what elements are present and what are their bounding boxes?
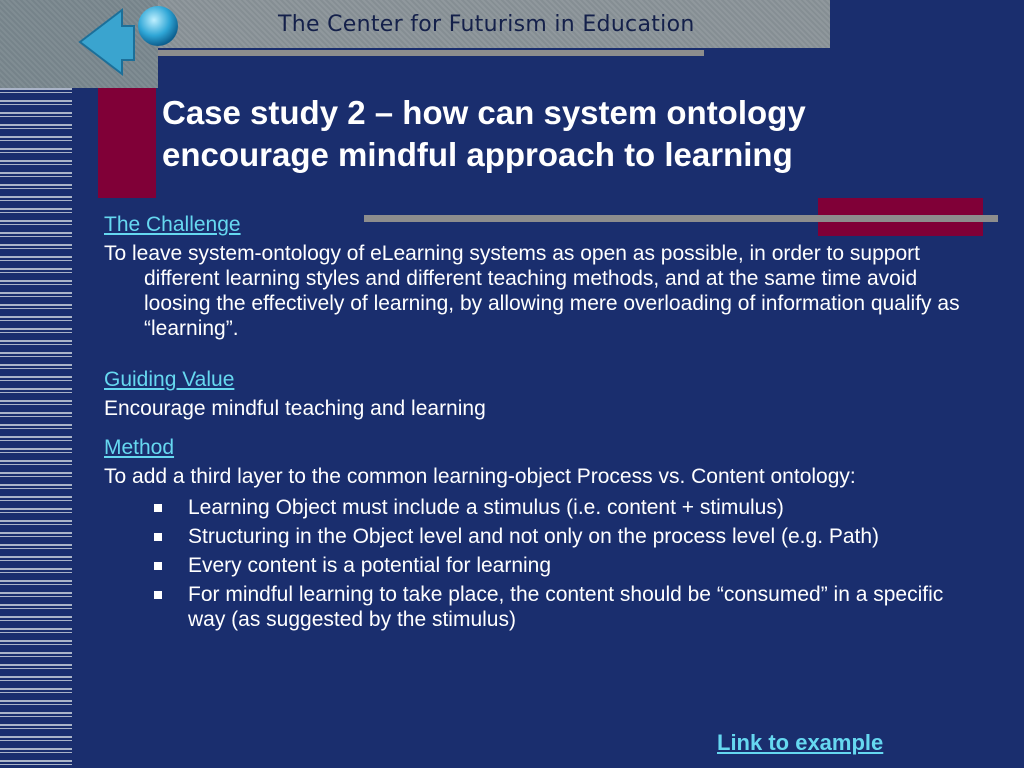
guiding-value-text: Encourage mindful teaching and learning [104, 397, 486, 420]
bullet-square-icon [154, 562, 162, 570]
method-bullet-list [104, 495, 984, 632]
logo-arrow-globe-icon [74, 4, 184, 80]
bullet-square-icon [154, 533, 162, 541]
title-line-1: Case study 2 – how can system ontology [162, 94, 806, 131]
link-to-example[interactable]: Link to example [717, 730, 884, 755]
method-heading[interactable]: Method [104, 436, 175, 459]
list-item [104, 582, 984, 632]
guiding-value-heading[interactable]: Guiding Value [104, 368, 235, 391]
banner-underline [158, 50, 704, 56]
page-title [162, 92, 1002, 176]
banner-title: The Center for Futurism in Education [278, 11, 695, 37]
challenge-text: To leave system-ontology of eLearning systems as open as possible, in order to support different learning styles and different teaching methods, and at the same time avoid loosing the effectively of learning, by allowing mere overloading of information qualify as “learning”. [104, 242, 960, 340]
title-line-2: encourage mindful approach to learning [162, 136, 793, 173]
slide-content [104, 212, 984, 636]
list-item [104, 553, 984, 578]
bullet-text: Learning Object must include a stimulus (i.e. content + stimulus) [188, 496, 784, 519]
bullet-text: For mindful learning to take place, the content should be “consumed” in a specific way (as suggested by the stimulus) [188, 583, 944, 631]
list-item [104, 524, 984, 549]
bullet-text: Structuring in the Object level and not only on the process level (e.g. Path) [188, 525, 880, 548]
bullet-text: Every content is a potential for learning [188, 554, 552, 577]
decorative-stripes [0, 88, 72, 768]
bullet-square-icon [154, 591, 162, 599]
method-text: To add a third layer to the common learning-object Process vs. Content ontology: [104, 465, 856, 488]
challenge-heading[interactable]: The Challenge [104, 213, 241, 236]
list-item [104, 495, 984, 520]
header-banner [158, 0, 830, 48]
bullet-square-icon [154, 504, 162, 512]
maroon-accent-block [98, 88, 156, 198]
